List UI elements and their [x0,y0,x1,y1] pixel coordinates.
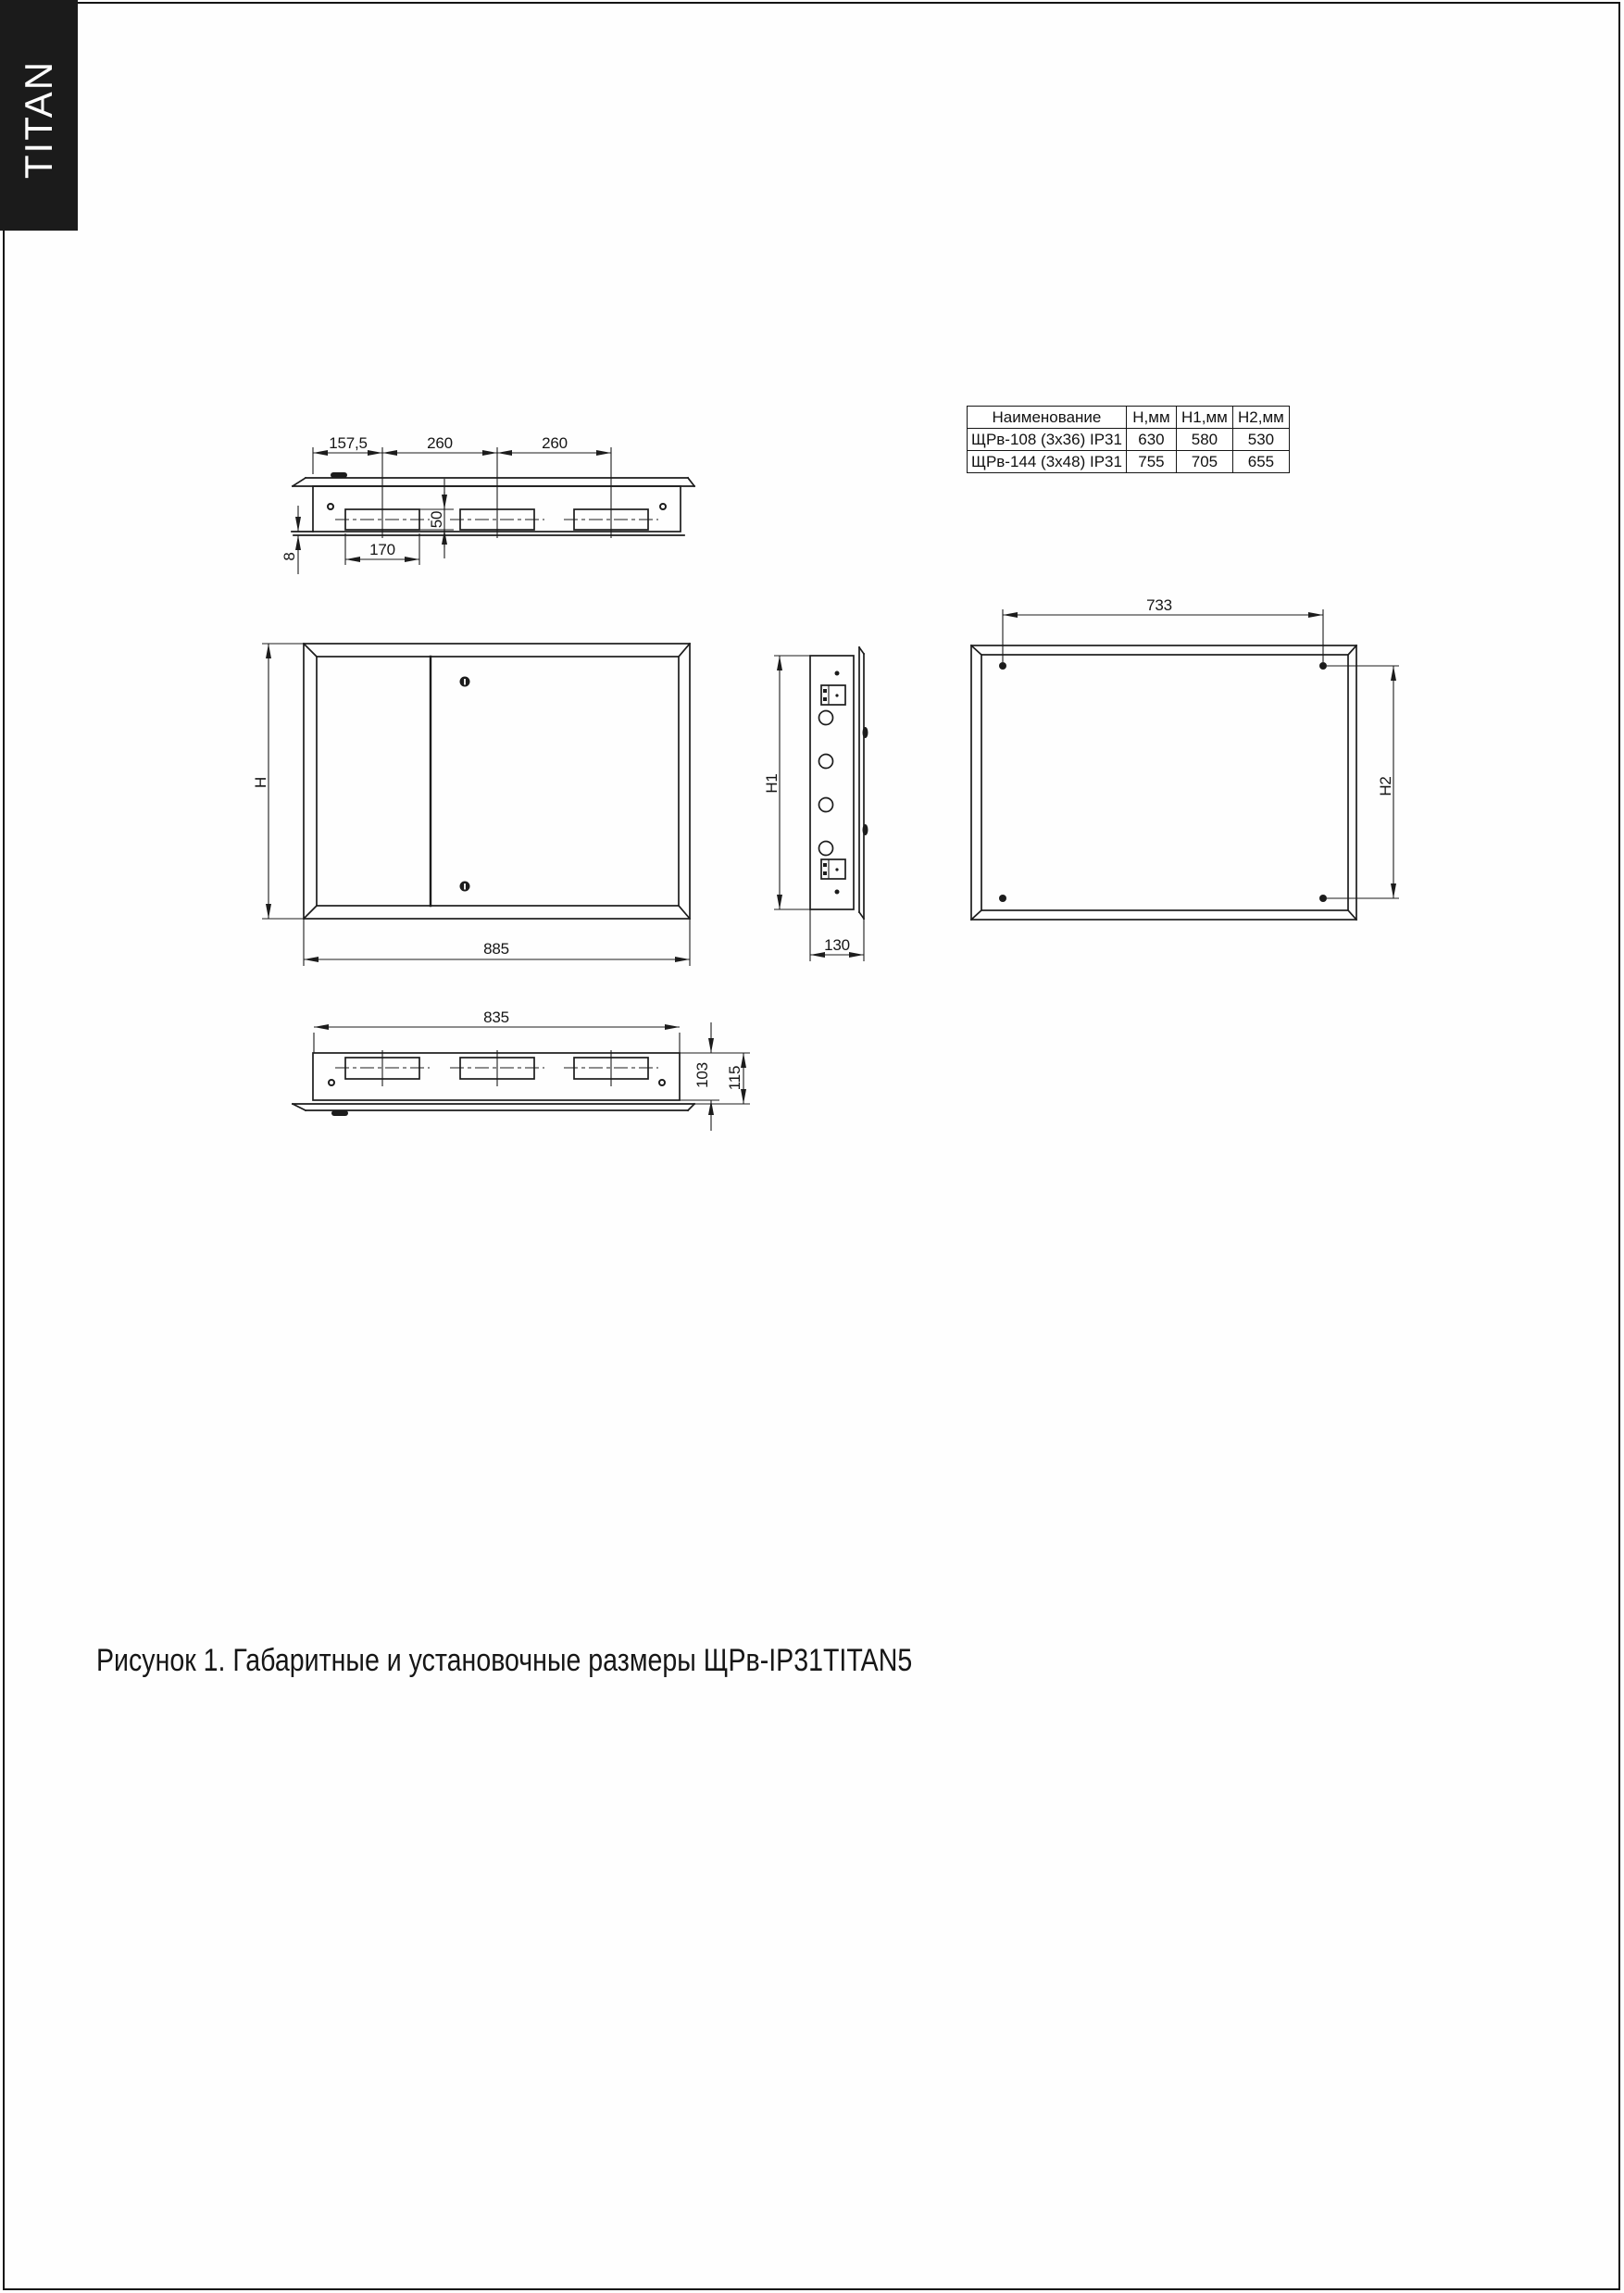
dim-slot-width [345,533,419,565]
cell-model: ЩРв-108 (3х36) IP31 [968,429,1127,451]
dim-bottom-width [314,1009,680,1053]
dim-label-885: 885 [483,940,509,958]
knockout-hole [819,711,833,725]
dim-label-H: H [252,776,269,789]
dim-label-260: 260 [427,434,453,452]
dim-label-H2: H2 [1377,776,1394,796]
dim-label-170: 170 [369,541,395,558]
hinge [863,824,868,835]
dim-label-115: 115 [726,1065,743,1091]
dim-front-width [304,919,690,966]
view-rear [971,596,1399,920]
knockout-hole [819,755,833,769]
dim-side-height [763,656,810,909]
mounting-bracket [821,859,845,879]
cabinet-frame-outer [304,644,690,919]
dim-front-height [252,644,304,919]
dim-rear-hole-span [1003,596,1323,662]
brand-logo-text: TITAN [17,60,60,180]
door-lock [460,882,470,892]
dim-label-130: 130 [824,936,850,954]
mounting-hole [659,1080,665,1085]
dim-label-835: 835 [483,1009,509,1026]
mounting-hole [660,504,666,509]
mounting-hole [999,895,1006,902]
view-bottom [293,1009,750,1131]
mounting-bracket [821,685,845,705]
screw-dot [835,671,840,676]
dim-label-733: 733 [1146,596,1172,614]
mounting-hole [329,1080,334,1085]
knockout-hole [819,842,833,856]
rear-frame-outer [971,645,1356,920]
view-side [763,647,868,961]
knockout-hole [819,798,833,812]
mounting-hole [328,504,333,509]
cell-h2: 530 [1232,429,1289,451]
dim-bottom-total-depth [726,1053,743,1104]
dim-rear-hole-span-vertical [1327,666,1399,898]
col-header-h: Н,мм [1126,407,1176,429]
col-header-h1: Н1,мм [1176,407,1232,429]
cell-h2: 655 [1232,451,1289,473]
door-lock [460,677,470,687]
dim-door-lip [281,506,298,574]
figure-caption: Рисунок 1. Габаритные и установочные размеры ЩРв-IP31TITAN5 [96,1643,913,1678]
rear-frame-inner [981,655,1348,910]
cell-model: ЩРв-144 (3х48) IP31 [968,451,1127,473]
latch-tab [331,472,347,478]
view-top [281,434,694,574]
cell-h1: 580 [1176,429,1232,451]
dim-slot-height [419,479,454,558]
latch-tab [331,1110,348,1116]
cabinet-frame-inner [317,657,679,906]
mounting-hole [999,662,1006,670]
dim-label-H1: H1 [763,773,781,794]
mounting-hole [1319,662,1327,670]
col-header-h2: Н2,мм [1232,407,1289,429]
cabinet-body-side [810,656,854,909]
dim-label-103: 103 [693,1062,711,1088]
cabinet-body-bottom [313,1053,680,1100]
dim-side-depth [810,909,864,961]
mounting-hole [1319,895,1327,902]
dim-label-260: 260 [542,434,568,452]
dim-label-50: 50 [428,510,445,529]
cell-h: 755 [1126,451,1176,473]
cell-h1: 705 [1176,451,1232,473]
screw-dot [835,890,840,895]
col-header-name: Наименование [968,407,1127,429]
view-front [252,644,690,966]
hinge [863,727,868,738]
dim-label-157-5: 157,5 [329,434,368,452]
dim-bottom-body-depth [693,1022,711,1131]
dim-label-8: 8 [281,552,298,561]
cell-h: 630 [1126,429,1176,451]
